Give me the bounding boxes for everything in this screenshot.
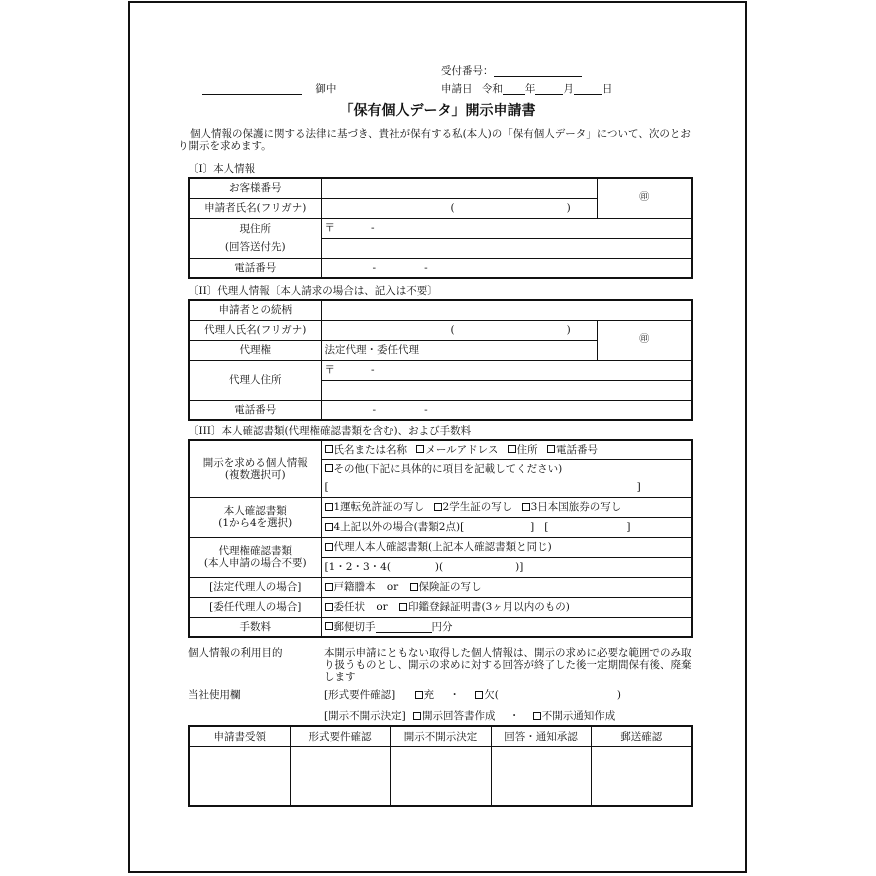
- delegate-agent-label: [委任代理人の場合]: [189, 597, 321, 617]
- postal-code-field[interactable]: 〒 -: [321, 218, 692, 238]
- checkbox-non-disclosure[interactable]: [533, 712, 541, 720]
- checkbox-other-id[interactable]: [325, 523, 333, 531]
- column-header-decision: 開示不開示決定: [390, 726, 491, 746]
- section-3-heading: 〔III〕本人確認書類(代理権確認書類を含む)、および手数料: [188, 425, 472, 437]
- checkbox-power-of-attorney[interactable]: [325, 603, 333, 611]
- purpose-label: 個人情報の利用目的: [188, 647, 283, 659]
- reception-number-field[interactable]: [494, 66, 582, 77]
- decision-stamp-cell[interactable]: [390, 746, 491, 806]
- day-label: 日: [601, 83, 613, 95]
- form-page: [128, 1, 747, 873]
- checkbox-sufficient[interactable]: [415, 691, 423, 699]
- checkbox-insurance[interactable]: [410, 583, 418, 591]
- checkbox-phone[interactable]: [547, 445, 555, 453]
- year-field[interactable]: [503, 84, 525, 95]
- addressee-field[interactable]: [202, 84, 302, 95]
- authority-label: 代理権: [189, 340, 321, 360]
- agent-seal-icon: ㊞: [597, 320, 692, 360]
- checkbox-disclosure[interactable]: [413, 712, 421, 720]
- decision-row: [開示不開示決定] 開示回答書作成 ・ 不開示通知作成: [324, 710, 616, 722]
- delegate-agent-options: 委任状 or 印鑑登録証明書(3ヶ月以内のもの): [321, 597, 692, 617]
- column-header-receipt: 申請書受領: [189, 726, 290, 746]
- address-field[interactable]: [321, 238, 692, 258]
- addressee: [202, 83, 336, 95]
- column-header-format-check: 形式要件確認: [290, 726, 390, 746]
- office-approval-table: [188, 725, 693, 807]
- mailing-stamp-cell[interactable]: [591, 746, 692, 806]
- year-label: 年: [524, 83, 536, 95]
- checkbox-proxy-id[interactable]: [325, 543, 333, 551]
- proxy-documents-option: 代理人本人確認書類(上記本人確認書類と同じ): [321, 537, 692, 557]
- column-header-approval: 回答・通知承認: [491, 726, 591, 746]
- seal-icon: ㊞: [597, 178, 692, 218]
- address-label: 現住所 (回答送付先): [189, 218, 321, 258]
- checkbox-name[interactable]: [325, 445, 333, 453]
- date-label: 申請日: [441, 83, 473, 95]
- legal-agent-label: [法定代理人の場合]: [189, 577, 321, 597]
- format-check-row: [形式要件確認] 充 ・ 欠( ): [324, 689, 621, 701]
- format-check-stamp-cell[interactable]: [290, 746, 390, 806]
- agent-phone-label: 電話番号: [189, 400, 321, 420]
- fee-amount-field[interactable]: [376, 622, 432, 633]
- customer-number-label: お客様番号: [189, 178, 321, 198]
- month-field[interactable]: [535, 84, 563, 95]
- agent-phone-field[interactable]: - -: [321, 400, 692, 420]
- checkbox-email[interactable]: [416, 445, 424, 453]
- checkbox-other[interactable]: [325, 464, 333, 472]
- agent-name-label: 代理人氏名(フリガナ): [189, 320, 321, 340]
- id-documents-other: 4上記以外の場合(書類2点)[ ] [ ]: [321, 517, 692, 537]
- phone-label: 電話番号: [189, 258, 321, 278]
- page-title: 「保有個人データ」開示申請書: [339, 103, 536, 119]
- requested-info-other: その他(下記に具体的に項目を記載してください): [321, 459, 692, 478]
- section-2-heading: 〔II〕代理人情報〔本人請求の場合は、記入は不要〕: [188, 285, 438, 297]
- reception-number: [441, 65, 582, 77]
- legal-agent-options: 戸籍謄本 or 保険証の写し: [321, 577, 692, 597]
- application-date: [441, 83, 612, 95]
- purpose-text: 本開示申請にともない取得した個人情報は、開示の求めに必要な範囲でのみ取り扱うものとし、開示の求めに対する回答が終了した後一定期間保有後、廃棄します: [324, 647, 692, 683]
- receipt-stamp-cell[interactable]: [189, 746, 290, 806]
- month-label: 月: [563, 83, 574, 95]
- relation-label: 申請者との続柄: [189, 300, 321, 320]
- office-use-label: 当社使用欄: [188, 689, 241, 701]
- checkbox-family-register[interactable]: [325, 583, 333, 591]
- id-documents-options: 1運転免許証の写し 2学生証の写し 3日本国旅券の写し: [321, 497, 692, 517]
- era-label: 令和: [481, 83, 503, 95]
- id-documents-label: 本人確認書類 (1から4を選択): [189, 497, 321, 537]
- authority-value[interactable]: 法定代理・委任代理: [321, 340, 597, 360]
- agent-name-field[interactable]: ( ): [321, 320, 597, 340]
- intro-text: 個人情報の保護に関する法律に基づき、貴社が保有する私(本人)の「保有個人データ」について、次のとおり開示を求めます。: [178, 128, 691, 152]
- customer-number-field[interactable]: [321, 178, 597, 198]
- phone-field[interactable]: - -: [321, 258, 692, 278]
- section-3-table: [188, 439, 693, 638]
- fee-label: 手数料: [189, 617, 321, 637]
- checkbox-insufficient[interactable]: [475, 691, 483, 699]
- requested-info-label: 開示を求める個人情報 (複数選択可): [189, 440, 321, 497]
- relation-field[interactable]: [321, 300, 692, 320]
- agent-postal-field[interactable]: 〒 -: [321, 360, 692, 380]
- checkbox-seal-certificate[interactable]: [399, 603, 407, 611]
- requested-info-options: 氏名または名称 メールアドレス 住所 電話番号: [321, 440, 692, 459]
- proxy-documents-label: 代理権確認書類 (本人申請の場合不要): [189, 537, 321, 577]
- checkbox-license[interactable]: [325, 503, 333, 511]
- applicant-name-label: 申請者氏名(フリガナ): [189, 198, 321, 218]
- agent-address-label: 代理人住所: [189, 360, 321, 400]
- fee-options: 郵便切手 円分: [321, 617, 692, 637]
- checkbox-stamps[interactable]: [325, 622, 333, 630]
- checkbox-student[interactable]: [434, 503, 442, 511]
- approval-stamp-cell[interactable]: [491, 746, 591, 806]
- addressee-suffix: 御中: [315, 83, 337, 95]
- applicant-name-field[interactable]: ( ): [321, 198, 597, 218]
- column-header-mailing: 郵送確認: [591, 726, 692, 746]
- checkbox-passport[interactable]: [522, 503, 530, 511]
- agent-address-field[interactable]: [321, 380, 692, 400]
- reception-label: 受付番号：: [441, 65, 494, 77]
- section-1-table: [188, 177, 693, 279]
- section-2-table: [188, 299, 693, 421]
- day-field[interactable]: [574, 84, 602, 95]
- checkbox-address[interactable]: [508, 445, 516, 453]
- requested-info-other-field[interactable]: [ ]: [321, 478, 692, 497]
- proxy-documents-choice[interactable]: [1・2・3・4( )( )]: [321, 557, 692, 577]
- section-1-heading: 〔I〕本人情報: [188, 163, 256, 175]
